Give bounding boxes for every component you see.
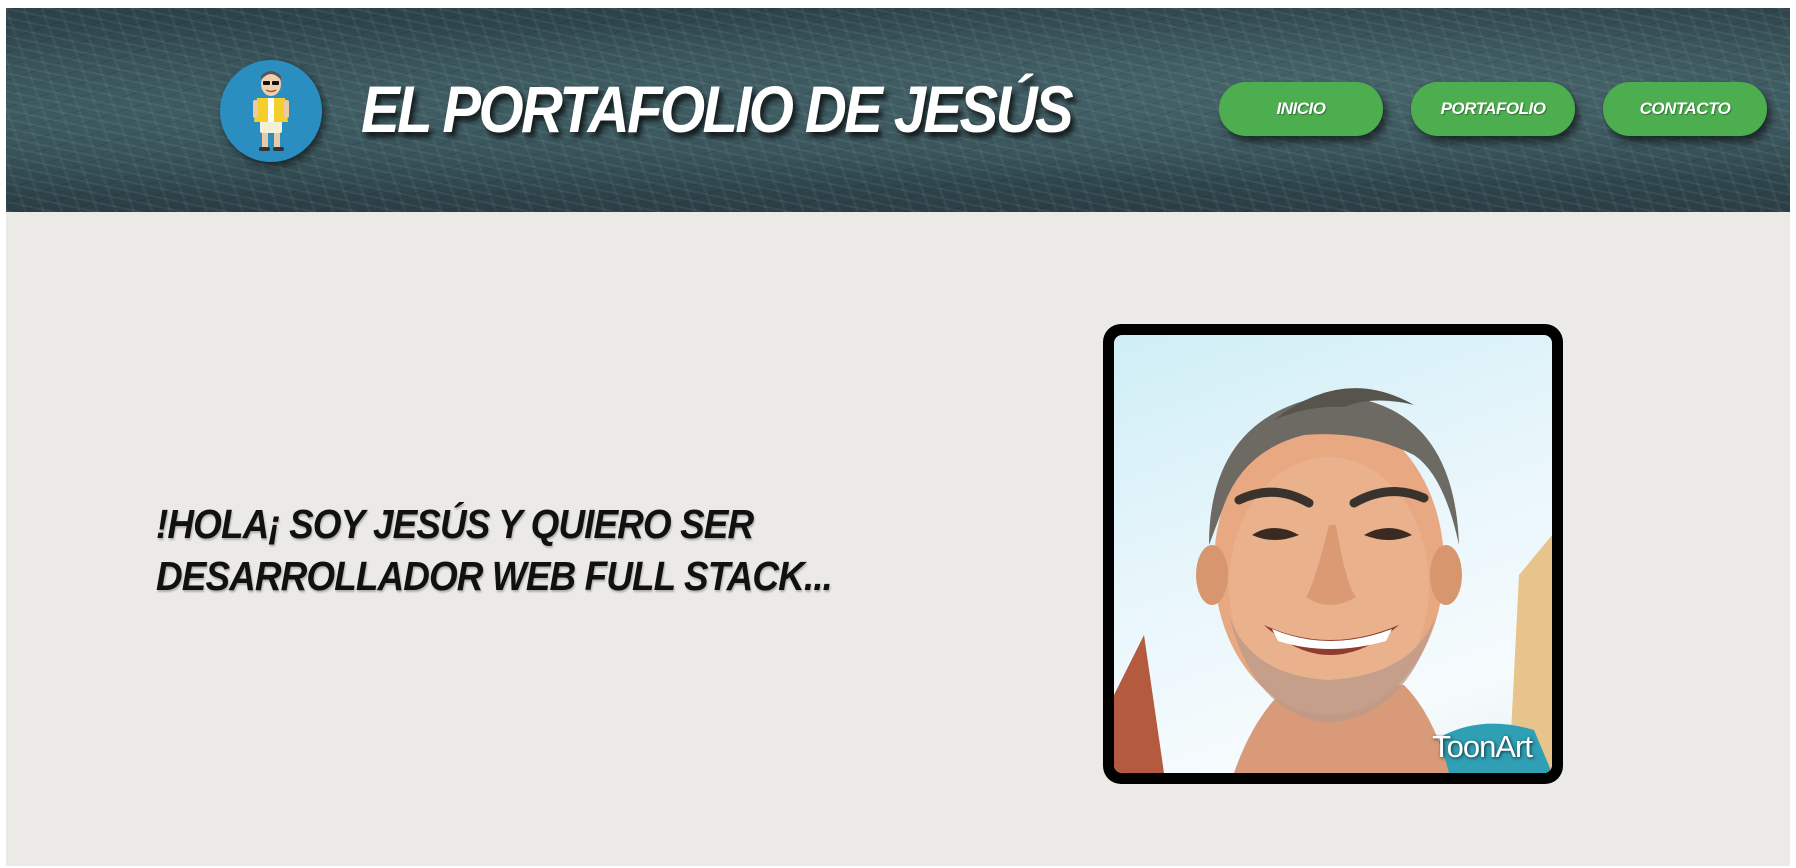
caricature-portrait-icon: [1114, 335, 1552, 773]
nav-contacto-button[interactable]: CONTACTO: [1603, 82, 1767, 136]
site-title: EL PORTAFOLIO DE JESÚS: [361, 72, 1072, 146]
page: [6, 8, 1790, 866]
portrait-image: [1114, 335, 1552, 773]
nav-portafolio-button[interactable]: PORTAFOLIO: [1411, 82, 1575, 136]
cartoon-avatar-icon: [220, 60, 322, 162]
hero-tagline-line-1: !HOLA¡ SOY JESÚS Y QUIERO SER: [156, 501, 754, 547]
portrait-frame: [1103, 324, 1563, 784]
site-logo[interactable]: [220, 60, 322, 162]
hero-tagline: [156, 498, 832, 602]
portrait-watermark: ToonArt: [1432, 729, 1532, 764]
nav-inicio-button[interactable]: INICIO: [1219, 82, 1383, 136]
hero-tagline-line-2: DESARROLLADOR WEB FULL STACK...: [156, 553, 832, 599]
site-header: [6, 8, 1790, 212]
